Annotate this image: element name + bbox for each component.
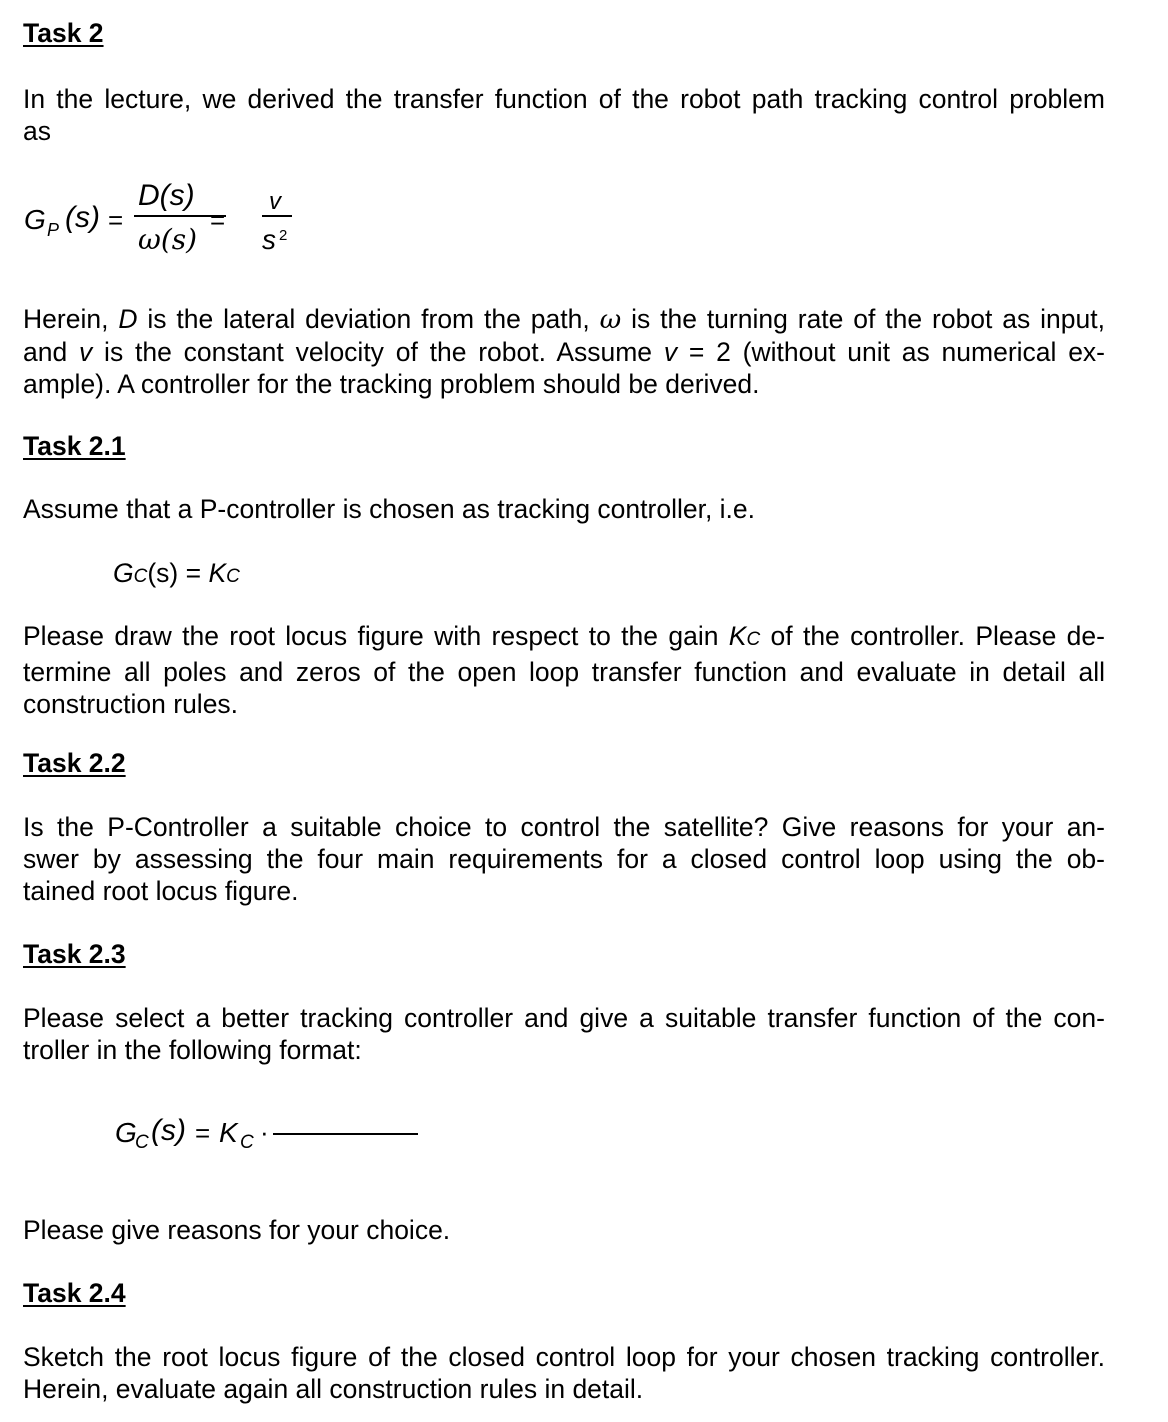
task-2-2-line-2: swer by assessing the four main requirements for a closed control loop using the ob- (23, 844, 1105, 874)
task-2-3-heading: Task 2.3 (23, 939, 126, 969)
herein-line-3: ample). A controller for the tracking problem should be derived. (23, 369, 760, 399)
task-2-1-line-2: termine all poles and zeros of the open loop transfer function and evaluate in detail all (23, 657, 1105, 687)
eq2-k-subscript: C (240, 1132, 254, 1153)
eq-g-subscript: P (47, 220, 60, 240)
controller-format-equation (115, 1112, 435, 1162)
task-2-intro-line-1: In the lecture, we derived the transfer function of the robot path tracking control problem (23, 84, 1105, 114)
eq-denominator-2-base: s (262, 224, 276, 255)
eq2-blank-line (273, 1133, 418, 1135)
eq-numerator-2: v (269, 188, 281, 215)
task-2-4-line-1: Sketch the root locus figure of the closed control loop for your chosen tracking controller. (23, 1342, 1105, 1372)
task-2-2-text (23, 811, 1105, 907)
eq-equals-1: = (108, 205, 124, 235)
task-2-2-line-3: tained root locus figure. (23, 876, 299, 906)
p-controller-equation: GC(s) = KC (113, 558, 240, 588)
task-2-3-line-2: troller in the following format: (23, 1035, 362, 1065)
plant-transfer-function (24, 178, 288, 268)
eq-g-symbol: G (24, 204, 46, 235)
eq-fraction-bar-2 (262, 215, 292, 217)
task-2-intro (23, 83, 1105, 147)
herein-line-1: Herein, D is the lateral deviation from the path, ω is the turning rate of the robot as input, (23, 304, 1105, 335)
task-2-heading: Task 2 (23, 18, 104, 48)
eq-denominator-2-exponent: 2 (279, 227, 288, 244)
task-2-1-heading: Task 2.1 (23, 431, 126, 461)
task-2-intro-line-2: as (23, 116, 51, 146)
eq2-dot: · (260, 1117, 269, 1147)
task-2-3-reasons: Please give reasons for your choice. (23, 1215, 451, 1245)
task-2-3-text (23, 1002, 1105, 1066)
eq2-equals: = (195, 1118, 211, 1148)
herein-line-2: and v is the constant velocity of the robot. Assume v = 2 (without unit as numerical ex- (23, 337, 1106, 367)
eq2-k-symbol: K (219, 1117, 238, 1148)
task-2-herein (23, 303, 1105, 400)
eq-equals-2: = (210, 205, 226, 235)
task-2-4-text (23, 1341, 1105, 1405)
task-2-1-line-1: Please draw the root locus figure with respect to the gain KC of the controller. Please de- (23, 621, 1105, 651)
task-2-1-text-2 (23, 620, 1105, 720)
task-2-2-heading: Task 2.2 (23, 748, 126, 778)
eq2-argument: (s) (151, 1114, 186, 1147)
eq2-g-symbol: G (115, 1117, 137, 1148)
eq2-g-subscript: C (135, 1132, 149, 1153)
eq-denominator-1: ω(s) (138, 223, 198, 256)
task-2-1-text-1: Assume that a P-controller is chosen as tracking controller, i.e. (23, 494, 756, 524)
task-2-4-line-2: Herein, evaluate again all construction rules in detail. (23, 1374, 644, 1404)
eq-numerator-1: D(s) (138, 179, 195, 212)
task-2-4-heading: Task 2.4 (23, 1278, 126, 1308)
task-2-1-line-3: construction rules. (23, 689, 239, 719)
eq-g-argument: (s) (65, 201, 100, 234)
task-2-3-line-1: Please select a better tracking controller and give a suitable transfer function of the con- (23, 1003, 1105, 1033)
task-2-2-line-1: Is the P-Controller a suitable choice to control the satellite? Give reasons for your an- (23, 812, 1105, 842)
